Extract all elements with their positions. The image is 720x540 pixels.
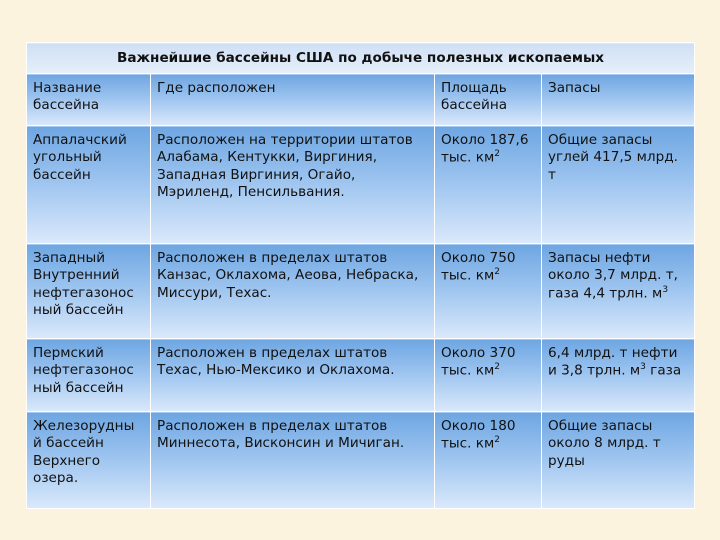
table-row [27,244,695,339]
area-value: Около 750 тыс. км [441,250,516,284]
mining-basins-table [26,42,695,509]
basin-name: Пермский нефтегазонос ный бассейн [27,339,151,412]
table-row [27,412,695,509]
basin-reserves [542,244,695,339]
header-row [27,74,695,126]
area-value: Около 180 тыс. км [441,418,516,452]
reserves-value: 6,4 млрд. т нефти и 3,8 трлн. м [548,345,678,379]
basin-name: Железорудны й бассейн Верхнего озера. [27,412,151,509]
basin-area [435,412,542,509]
basin-location: Расположен в пределах штатов Канзас, Оклахома, Аеова, Небраска, Миссури, Техас. [151,244,435,339]
basin-location: Расположен в пределах штатов Техас, Нью-Мексико и Оклахома. [151,339,435,412]
header-area: Площадь бассейна [435,74,542,126]
basin-area [435,244,542,339]
basin-area [435,339,542,412]
area-value: Около 187,6 тыс. км [441,132,529,166]
header-name: Название бассейна [27,74,151,126]
basin-reserves [542,412,695,509]
header-location: Где расположен [151,74,435,126]
area-unit-sup: 2 [494,267,500,278]
table-row [27,126,695,244]
basin-name: Аппалачский угольный бассейн [27,126,151,244]
basin-reserves [542,126,695,244]
area-value: Около 370 тыс. км [441,345,516,379]
reserves-value: Запасы нефти около 3,7 млрд. т, газа 4,4 трлн. м [548,250,678,302]
area-unit-sup: 2 [494,362,500,373]
basin-area [435,126,542,244]
area-unit-sup: 2 [494,435,500,446]
table-row [27,339,695,412]
basin-location: Расположен на территории штатов Алабама, Кентукки, Виргиния, Западная Виргиния, Огайо, Мэриленд, Пенсильвания. [151,126,435,244]
reserves-unit-sup: 3 [640,362,646,373]
basin-location: Расположен в пределах штатов Миннесота, Висконсин и Мичиган. [151,412,435,509]
reserves-value: Общие запасы около 8 млрд. т руды [548,418,661,469]
basin-reserves [542,339,695,412]
reserves-unit-sup: 3 [662,284,669,295]
reserves-value: Общие запасы углей 417,5 млрд. т [548,132,678,183]
area-unit-sup: 2 [494,149,500,160]
reserves-tail: газа [645,362,682,379]
table-title: Важнейшие бассейны США по добыче полезных ископаемых [27,43,695,74]
header-reserves: Запасы [542,74,695,126]
basin-name: Западный Внутренний нефтегазонос ный бассейн [27,244,151,339]
